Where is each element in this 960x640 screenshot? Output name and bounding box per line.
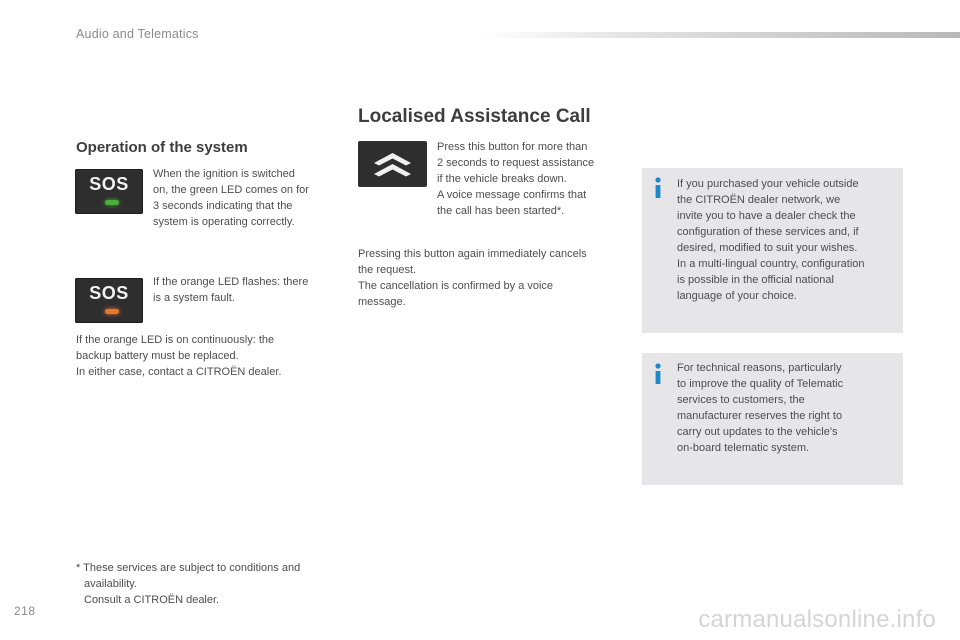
text-line: In a multi-lingual country, configuration [677, 258, 865, 270]
text-line: to improve the quality of Telematic [677, 378, 844, 390]
text-line: invite you to have a dealer check the [677, 210, 856, 222]
page-number: 218 [14, 604, 36, 618]
continuous-led-description [76, 332, 346, 380]
assistance-button [358, 141, 427, 187]
header-gradient-bar [480, 32, 960, 38]
info-icon [652, 177, 664, 199]
text-line: is a system fault. [153, 292, 235, 304]
text-line: language of your choice. [677, 290, 797, 302]
text-line: If the orange LED is on continuously: the [76, 334, 275, 346]
text-line: A voice message confirms that [437, 189, 587, 201]
section-title: Audio and Telematics [76, 27, 199, 41]
footnote [76, 560, 346, 608]
text-line: desired, modified to suit your wishes. [677, 242, 858, 254]
localised-heading: Localised Assistance Call [358, 106, 591, 127]
text-line: the request. [358, 264, 417, 276]
orange-led-description [153, 274, 338, 306]
text-line: Consult a CITROËN dealer. [84, 594, 220, 606]
text-line: message. [358, 296, 406, 308]
text-line: If you purchased your vehicle outside [677, 178, 859, 190]
text-line: In either case, contact a CITROËN dealer. [76, 366, 282, 378]
info-icon [652, 363, 664, 385]
citroen-chevrons-icon [358, 141, 427, 187]
text-line: backup battery must be replaced. [76, 350, 239, 362]
info-box-updates [642, 353, 903, 485]
text-line: on, the green LED comes on for [153, 184, 309, 196]
operation-heading: Operation of the system [76, 139, 248, 156]
sos-button-orange-led [75, 278, 143, 323]
text-line: if the vehicle breaks down. [437, 173, 567, 185]
press-description [437, 139, 627, 219]
text-line: manufacturer reserves the right to [677, 410, 843, 422]
sos-button-green-led [75, 169, 143, 214]
watermark: carmanualsonline.info [698, 606, 936, 633]
info-box-dealer [642, 168, 903, 333]
text-line: the CITROËN dealer network, we [677, 194, 841, 206]
text-line: 2 seconds to request assistance [437, 157, 595, 169]
text-line: carry out updates to the vehicle's [677, 426, 838, 438]
text-line: 3 seconds indicating that the [153, 200, 293, 212]
text-line: the call has been started*. [437, 205, 565, 217]
text-line: services to customers, the [677, 394, 805, 406]
text-line: system is operating correctly. [153, 216, 295, 228]
text-line: The cancellation is confirmed by a voice [358, 280, 554, 292]
text-line: If the orange LED flashes: there [153, 276, 309, 288]
green-led-description [153, 166, 338, 230]
text-line: is possible in the official national [677, 274, 834, 286]
sos-label: SOS [89, 174, 129, 194]
sos-label: SOS [89, 283, 129, 303]
text-line: configuration of these services and, if [677, 226, 859, 238]
text-line: Press this button for more than [437, 141, 588, 153]
text-line: * These services are subject to conditions and [76, 562, 301, 574]
text-line: When the ignition is switched [153, 168, 295, 180]
text-line: on-board telematic system. [677, 442, 810, 454]
green-led-icon [105, 200, 119, 205]
cancel-description [358, 246, 628, 310]
text-line: For technical reasons, particularly [677, 362, 842, 374]
text-line: Pressing this button again immediately cancels [358, 248, 587, 260]
orange-led-icon [105, 309, 119, 314]
text-line: availability. [84, 578, 137, 590]
